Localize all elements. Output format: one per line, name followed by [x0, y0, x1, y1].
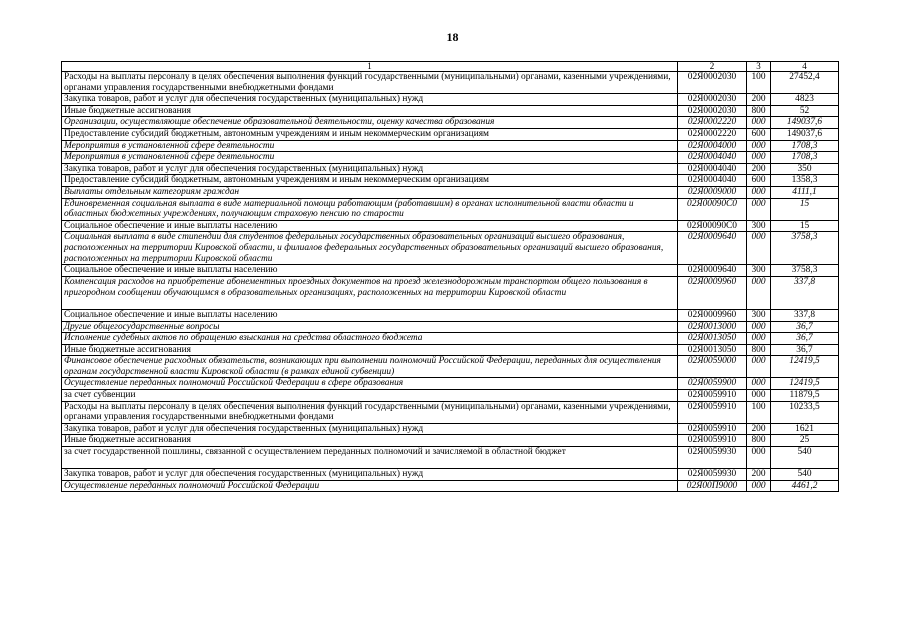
table-row	[62, 265, 839, 277]
row-type-cell: 600	[747, 128, 771, 140]
table-row	[62, 309, 839, 321]
row-name-cell: Исполнение судебных актов по обращению взыскания на средства областного бюджета	[62, 333, 678, 345]
row-name-cell: Предоставление субсидий бюджетным, автономным учреждениям и иным некоммерческим организациям	[62, 128, 678, 140]
row-sum-cell: 4111,1	[771, 186, 839, 198]
row-sum-cell: 25	[771, 435, 839, 447]
row-sum-cell: 1708,3	[771, 152, 839, 164]
table-row	[62, 105, 839, 117]
page-number: 18	[446, 30, 459, 44]
row-code-cell: 02Я0004040	[678, 163, 747, 175]
row-code-cell: 02Я0002220	[678, 117, 747, 129]
row-sum-cell: 52	[771, 105, 839, 117]
row-sum-cell: 1358,3	[771, 175, 839, 187]
row-sum-cell: 337,8	[771, 309, 839, 321]
row-name-cell: Иные бюджетные ассигнования	[62, 435, 678, 447]
row-code-cell: 02Я0009000	[678, 186, 747, 198]
row-code-cell: 02Я00090С0	[678, 198, 747, 220]
table-header-row	[62, 62, 839, 72]
row-code-cell: 02Я0013050	[678, 333, 747, 345]
table-row	[62, 401, 839, 423]
row-type-cell: 100	[747, 72, 771, 94]
row-code-cell: 02Я00П9000	[678, 480, 747, 492]
row-type-cell: 000	[747, 333, 771, 345]
column-header-4: 4	[771, 62, 839, 72]
row-code-cell: 02Я0009640	[678, 265, 747, 277]
row-type-cell: 200	[747, 94, 771, 106]
row-code-cell: 02Я0009960	[678, 309, 747, 321]
row-type-cell: 000	[747, 378, 771, 390]
table-row	[62, 321, 839, 333]
row-type-cell: 000	[747, 117, 771, 129]
table-row	[62, 198, 839, 220]
row-type-cell: 300	[747, 265, 771, 277]
row-sum-cell: 1621	[771, 423, 839, 435]
row-type-cell: 800	[747, 435, 771, 447]
row-code-cell: 02Я0059910	[678, 401, 747, 423]
column-header-1: 1	[62, 62, 678, 72]
table-row	[62, 423, 839, 435]
row-name-cell: Социальное обеспечение и иные выплаты населению	[62, 309, 678, 321]
table-row	[62, 276, 839, 309]
row-name-cell: Иные бюджетные ассигнования	[62, 105, 678, 117]
table-row	[62, 344, 839, 356]
row-sum-cell: 12419,5	[771, 356, 839, 378]
row-sum-cell: 36,7	[771, 344, 839, 356]
table-row	[62, 469, 839, 481]
row-name-cell: Расходы на выплаты персоналу в целях обеспечения выполнения функций государственными (муниципальными) органами, казенными учреждениями, органами управления государственными внебюджетными фондами	[62, 401, 678, 423]
row-code-cell: 02Я0059930	[678, 447, 747, 469]
row-code-cell: 02Я0004040	[678, 152, 747, 164]
row-type-cell: 000	[747, 480, 771, 492]
budget-table	[61, 61, 839, 492]
column-header-2: 2	[678, 62, 747, 72]
row-type-cell: 000	[747, 321, 771, 333]
row-type-cell: 100	[747, 401, 771, 423]
column-header-3: 3	[747, 62, 771, 72]
row-sum-cell: 337,8	[771, 276, 839, 309]
row-sum-cell: 36,7	[771, 321, 839, 333]
row-code-cell: 02Я0002030	[678, 105, 747, 117]
table-row	[62, 435, 839, 447]
row-name-cell: за счет субвенции	[62, 390, 678, 402]
row-sum-cell: 10233,5	[771, 401, 839, 423]
row-name-cell: Предоставление субсидий бюджетным, автономным учреждениям и иным некоммерческим организациям	[62, 175, 678, 187]
row-name-cell: Иные бюджетные ассигнования	[62, 344, 678, 356]
row-type-cell: 000	[747, 232, 771, 265]
row-sum-cell: 350	[771, 163, 839, 175]
row-code-cell: 02Я0059900	[678, 378, 747, 390]
row-type-cell: 000	[747, 198, 771, 220]
row-code-cell: 02Я00090С0	[678, 220, 747, 232]
row-type-cell: 000	[747, 140, 771, 152]
row-code-cell: 02Я0059930	[678, 469, 747, 481]
row-type-cell: 000	[747, 276, 771, 309]
table-row	[62, 117, 839, 129]
table-row	[62, 378, 839, 390]
row-sum-cell: 15	[771, 220, 839, 232]
row-sum-cell: 12419,5	[771, 378, 839, 390]
row-name-cell: Осуществление переданных полномочий Российской Федерации	[62, 480, 678, 492]
row-code-cell: 02Я0002030	[678, 94, 747, 106]
row-name-cell: Мероприятия в установленной сфере деятельности	[62, 152, 678, 164]
table-row	[62, 186, 839, 198]
row-code-cell: 02Я0009640	[678, 232, 747, 265]
row-name-cell: за счет государственной пошлины, связанной с осуществлением переданных полномочий и зачисляемой в областной бюджет	[62, 447, 678, 469]
row-sum-cell: 3758,3	[771, 232, 839, 265]
table-row	[62, 447, 839, 469]
row-type-cell: 000	[747, 356, 771, 378]
table-row	[62, 220, 839, 232]
table-row	[62, 333, 839, 345]
row-code-cell: 02Я0013050	[678, 344, 747, 356]
row-type-cell: 800	[747, 344, 771, 356]
row-name-cell: Организации, осуществляющие обеспечение образовательной деятельности, оценку качества образования	[62, 117, 678, 129]
row-sum-cell: 4461,2	[771, 480, 839, 492]
row-sum-cell: 15	[771, 198, 839, 220]
table-row	[62, 72, 839, 94]
row-sum-cell: 36,7	[771, 333, 839, 345]
row-type-cell: 000	[747, 152, 771, 164]
row-code-cell: 02Я0009960	[678, 276, 747, 309]
row-type-cell: 000	[747, 186, 771, 198]
row-sum-cell: 1708,3	[771, 140, 839, 152]
row-type-cell: 300	[747, 309, 771, 321]
row-code-cell: 02Я0059910	[678, 435, 747, 447]
row-code-cell: 02Я0002220	[678, 128, 747, 140]
row-name-cell: Расходы на выплаты персоналу в целях обеспечения выполнения функций государственными (муниципальными) органами, казенными учреждениями, органами управления государственными внебюджетными фондами	[62, 72, 678, 94]
row-sum-cell: 11879,5	[771, 390, 839, 402]
row-code-cell: 02Я0004000	[678, 140, 747, 152]
row-type-cell: 300	[747, 220, 771, 232]
row-sum-cell: 149037,6	[771, 117, 839, 129]
table-row	[62, 390, 839, 402]
table-row	[62, 480, 839, 492]
row-code-cell: 02Я0004040	[678, 175, 747, 187]
table-row	[62, 140, 839, 152]
row-sum-cell: 540	[771, 447, 839, 469]
row-code-cell: 02Я0059000	[678, 356, 747, 378]
row-type-cell: 800	[747, 105, 771, 117]
row-type-cell: 600	[747, 175, 771, 187]
table-row	[62, 94, 839, 106]
row-sum-cell: 27452,4	[771, 72, 839, 94]
table-row	[62, 232, 839, 265]
table-row	[62, 163, 839, 175]
row-code-cell: 02Я0059910	[678, 390, 747, 402]
row-name-cell: Единовременная социальная выплата в виде материальной помощи работающим (работавшим) в органах исполнительной власти области и областных бюджетных учреждениях, получающим страховую пенсию по старости	[62, 198, 678, 220]
row-name-cell: Компенсация расходов на приобретение абонементных проездных документов на проезд железнодорожным транспортом общего пользования в пригородном сообщении обучающимся в образовательных организациях, расположенных на территории Кировской области	[62, 276, 678, 309]
row-name-cell: Другие общегосударственные вопросы	[62, 321, 678, 333]
row-name-cell: Закупка товаров, работ и услуг для обеспечения государственных (муниципальных) нужд	[62, 423, 678, 435]
row-name-cell: Социальное обеспечение и иные выплаты населению	[62, 265, 678, 277]
row-sum-cell: 4823	[771, 94, 839, 106]
row-name-cell: Выплаты отдельным категориям граждан	[62, 186, 678, 198]
table-row	[62, 356, 839, 378]
row-name-cell: Финансовое обеспечение расходных обязательств, возникающих при выполнении полномочий Российской Федерации, переданных для осуществления органам государственной власти Кировской области (в рамках единой субвенции)	[62, 356, 678, 378]
row-name-cell: Мероприятия в установленной сфере деятельности	[62, 140, 678, 152]
row-type-cell: 000	[747, 390, 771, 402]
row-type-cell: 200	[747, 423, 771, 435]
row-type-cell: 000	[747, 447, 771, 469]
row-type-cell: 200	[747, 469, 771, 481]
row-name-cell: Социальное обеспечение и иные выплаты населению	[62, 220, 678, 232]
row-code-cell: 02Я0002030	[678, 72, 747, 94]
row-name-cell: Закупка товаров, работ и услуг для обеспечения государственных (муниципальных) нужд	[62, 469, 678, 481]
row-name-cell: Закупка товаров, работ и услуг для обеспечения государственных (муниципальных) нужд	[62, 163, 678, 175]
table-row	[62, 152, 839, 164]
row-sum-cell: 540	[771, 469, 839, 481]
table-row	[62, 128, 839, 140]
row-name-cell: Осуществление переданных полномочий Российской Федерации в сфере образования	[62, 378, 678, 390]
row-code-cell: 02Я0013000	[678, 321, 747, 333]
row-code-cell: 02Я0059910	[678, 423, 747, 435]
row-type-cell: 200	[747, 163, 771, 175]
row-sum-cell: 149037,6	[771, 128, 839, 140]
table-row	[62, 175, 839, 187]
row-name-cell: Социальная выплата в виде стипендии для студентов федеральных государственных образовательных организаций высшего образования, расположенных на территории Кировской области, и филиалов федеральных государственных образовательных организаций высшего образования, расположенных на территории Кировской области	[62, 232, 678, 265]
row-sum-cell: 3758,3	[771, 265, 839, 277]
row-name-cell: Закупка товаров, работ и услуг для обеспечения государственных (муниципальных) нужд	[62, 94, 678, 106]
